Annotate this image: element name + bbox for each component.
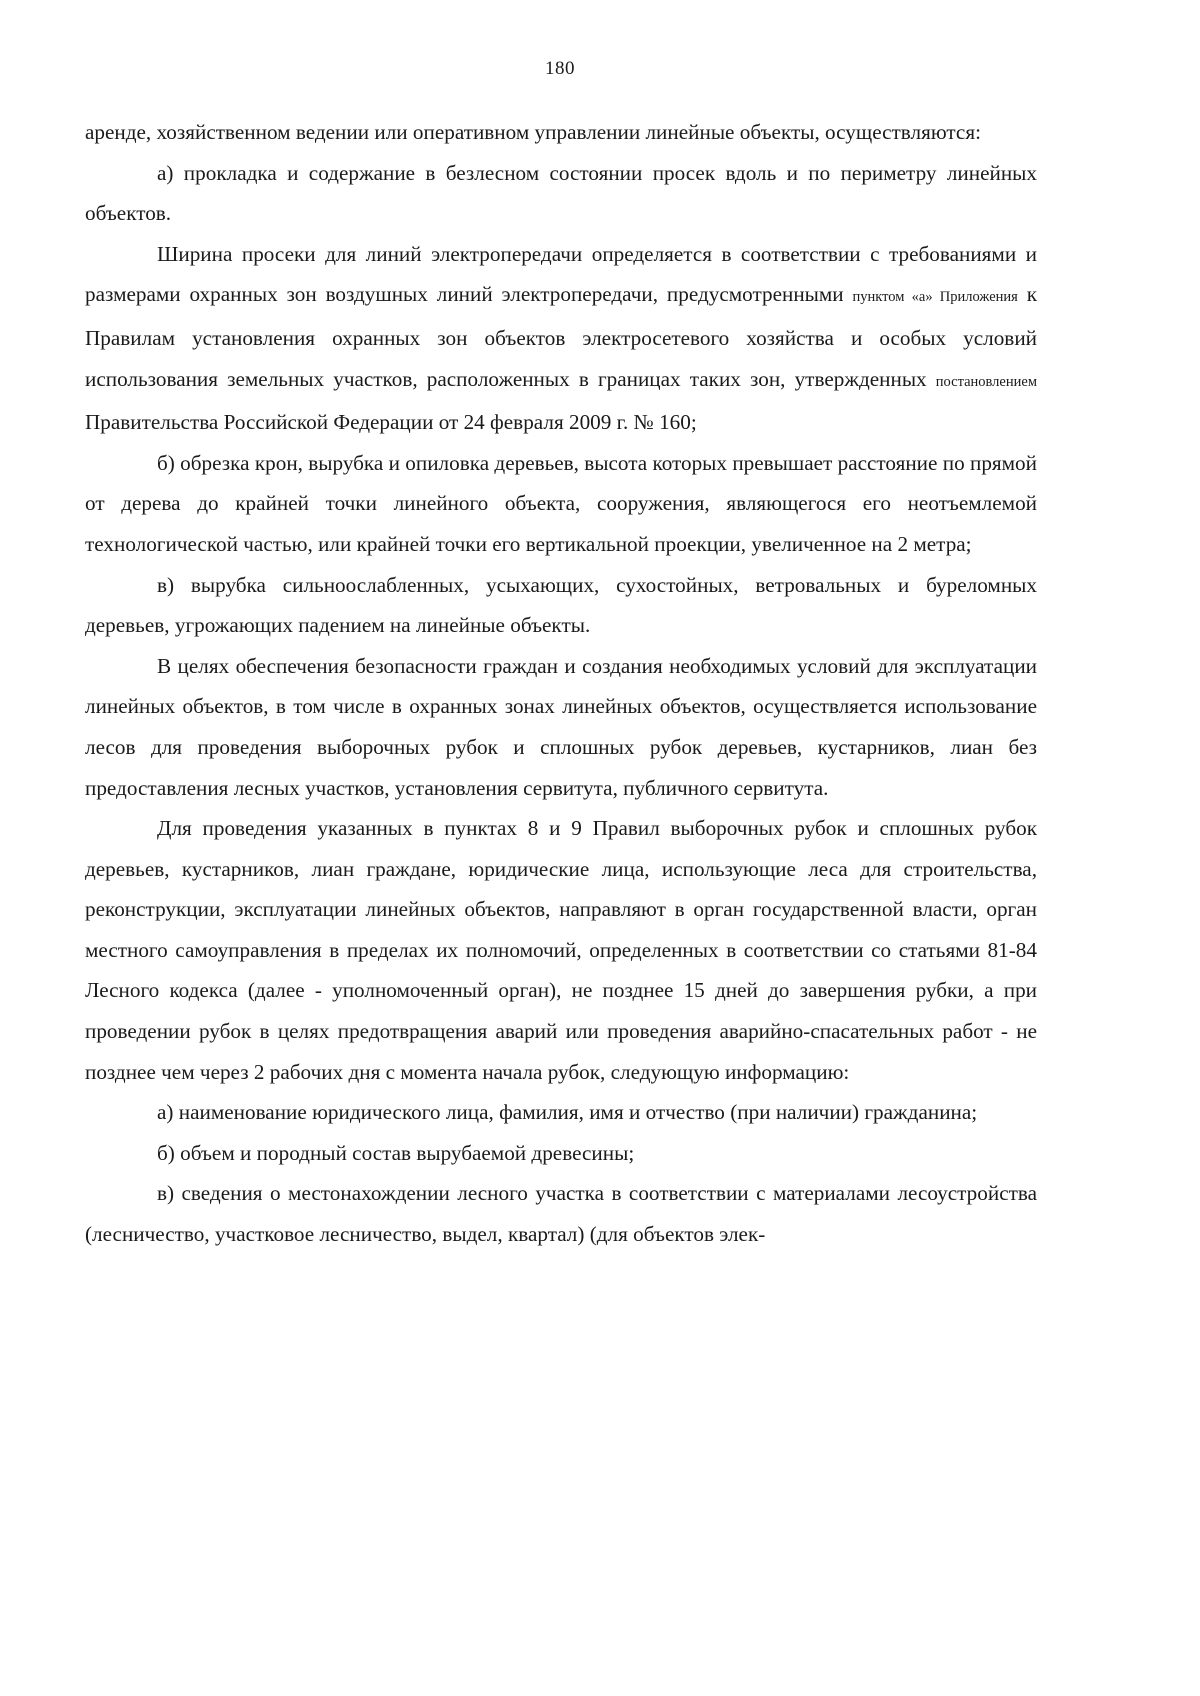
info-item-v: в) сведения о местонахождении лесного участка в соответствии с материалами лесоустройства (лесничество, участковое лесничество, выдел, квартал) (для объектов элек-: [85, 1181, 1037, 1247]
list-item-b: б) обрезка крон, вырубка и опиловка деревьев, высота которых превышает расстояние по прямой от дерева до крайней точки линейного объекта, сооружения, являющегося его неотъемлемой технологической частью, или крайней точки его вертикальной проекции, увеличенное на 2 метра;: [85, 450, 1037, 556]
paragraph-text: к Правилам установления охранных зон объектов электросетевого хозяйства и особых условий использования земельных участков, расположенных в границах таких зон, утвержденных: [85, 282, 1037, 391]
paragraph-text: Правительства Российской Федерации от 24 февраля 2009 г. № 160;: [85, 410, 697, 435]
reference-link: пунктом «а» Приложения: [852, 289, 1018, 306]
info-item-b: б) объем и породный состав вырубаемой древесины;: [157, 1140, 635, 1165]
page-number: 180: [545, 58, 575, 79]
list-item-v: в) вырубка сильноослабленных, усыхающих, сухостойных, ветровальных и буреломных деревьев, угрожающих падением на линейные объекты.: [85, 572, 1037, 638]
paragraph-procedure: Для проведения указанных в пунктах 8 и 9 Правил выборочных рубок и сплошных рубок деревьев, кустарников, лиан граждане, юридические лица, использующие леса для строительства, реконструкции, эксплуатации линейных объектов, направляют в орган государственной власти, орган местного самоуправления в пределах их полномочий, определенных в соответствии со статьями 81-84 Лесного кодекса (далее - уполномоченный орган), не позднее 15 дней до завершения рубки, а при проведении рубок в целях предотвращения аварий или проведения аварийно-спасательных работ - не позднее чем через 2 рабочих дня с момента начала рубок, следующую информацию:: [85, 816, 1037, 1084]
info-item-a: а) наименование юридического лица, фамилия, имя и отчество (при наличии) гражданина;: [157, 1100, 978, 1125]
list-item-a: а) прокладка и содержание в безлесном состоянии просек вдоль и по периметру линейных объектов.: [85, 160, 1037, 226]
paragraph-text: Ширина просеки для линий электропередачи определяется в соответствии с требованиями и размерами охранных зон воздушных линий электропередачи, предусмотренными: [85, 241, 1037, 307]
body-text: [85, 112, 1037, 1255]
reference-link: постановлением: [935, 373, 1037, 390]
paragraph-safety: В целях обеспечения безопасности граждан и создания необходимых условий для эксплуатации линейных объектов, в том числе в охранных зонах линейных объектов, осуществляется использование лесов для проведения выборочных рубок и сплошных рубок деревьев, кустарников, лиан без предоставления лесных участков, установления сервитута, публичного сервитута.: [85, 653, 1037, 800]
paragraph-clearing-width: [85, 234, 1037, 443]
paragraph-continuation: аренде, хозяйственном ведении или оперативном управлении линейные объекты, осуществляются:: [85, 120, 981, 144]
